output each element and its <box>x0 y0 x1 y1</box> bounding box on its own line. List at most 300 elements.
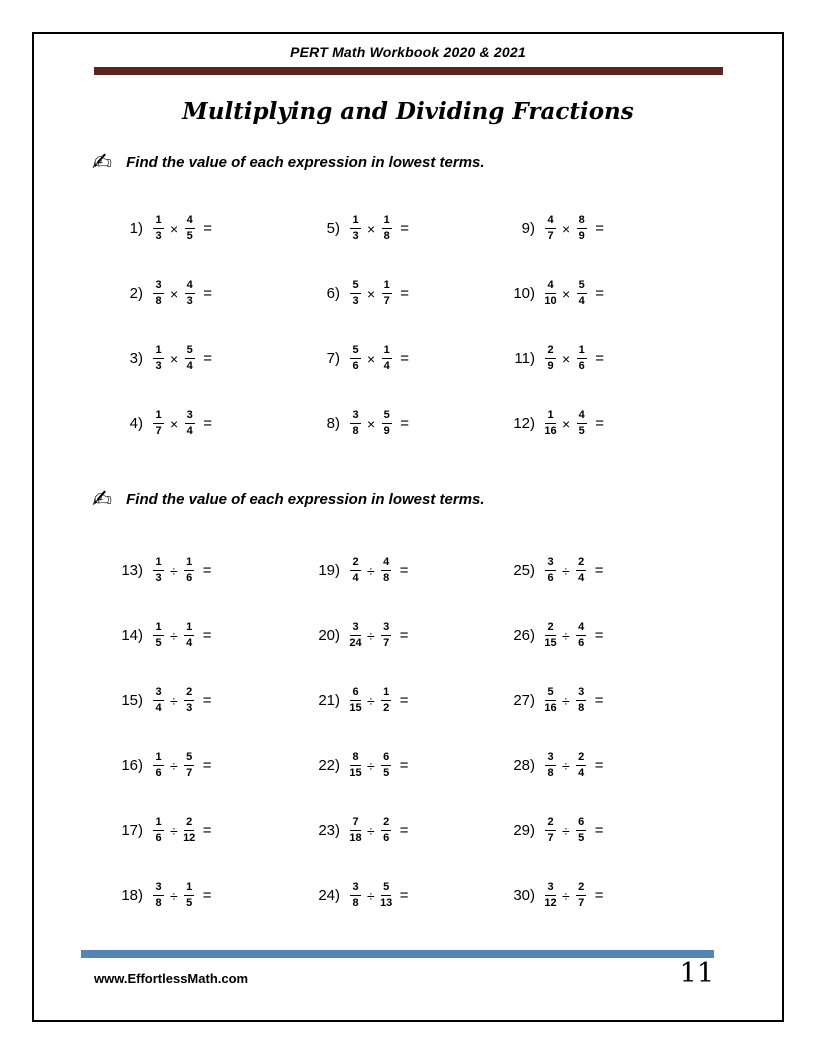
denominator: 8 <box>383 572 390 584</box>
denominator: 7 <box>383 295 390 307</box>
denominator: 2 <box>383 702 390 714</box>
numerator: 8 <box>577 214 587 229</box>
numerator: 3 <box>576 686 586 701</box>
denominator: 5 <box>578 832 585 844</box>
problem-number: 7) <box>326 350 340 367</box>
operator-sign: × <box>562 220 571 237</box>
second-fraction <box>380 409 393 437</box>
numerator: 3 <box>545 556 555 571</box>
operator-sign: × <box>170 220 179 237</box>
problem-1 <box>105 196 302 261</box>
denominator: 3 <box>352 295 359 307</box>
denominator: 6 <box>155 832 162 844</box>
problem-number: 5) <box>326 220 340 237</box>
denominator: 6 <box>186 572 193 584</box>
equals-sign: = <box>202 822 212 839</box>
problem-23 <box>302 798 497 863</box>
second-fraction <box>380 214 393 242</box>
denominator: 5 <box>383 767 390 779</box>
first-fraction <box>152 816 165 844</box>
first-fraction <box>544 816 557 844</box>
denominator: 6 <box>578 637 585 649</box>
denominator: 15 <box>349 702 362 714</box>
problem-number: 1) <box>129 220 143 237</box>
numerator: 5 <box>381 881 391 896</box>
footer-website: www.EffortlessMath.com <box>94 971 249 986</box>
problem-28 <box>497 733 776 798</box>
operator-sign: ÷ <box>562 562 570 579</box>
equals-sign: = <box>595 415 604 432</box>
denominator: 6 <box>352 360 359 372</box>
numerator: 3 <box>153 686 163 701</box>
multiplication-problems-grid <box>105 196 776 456</box>
numerator: 1 <box>382 279 392 294</box>
denominator: 13 <box>380 897 393 909</box>
second-fraction <box>380 556 393 584</box>
numerator: 1 <box>577 344 587 359</box>
operator-sign: ÷ <box>562 887 570 904</box>
problem-6 <box>302 261 497 326</box>
problem-number: 16) <box>121 757 143 774</box>
numerator: 1 <box>153 409 163 424</box>
problem-21 <box>302 668 497 733</box>
operator-sign: ÷ <box>367 757 375 774</box>
numerator: 4 <box>185 279 195 294</box>
numerator: 2 <box>576 751 586 766</box>
denominator: 4 <box>186 425 193 437</box>
second-fraction <box>183 214 196 242</box>
problem-17 <box>105 798 302 863</box>
operator-sign: ÷ <box>367 887 375 904</box>
problem-19 <box>302 538 497 603</box>
problem-number: 10) <box>513 285 535 302</box>
operator-sign: ÷ <box>562 757 570 774</box>
numerator: 1 <box>153 344 163 359</box>
first-fraction <box>544 751 557 779</box>
equals-sign: = <box>400 220 409 237</box>
operator-sign: ÷ <box>170 562 178 579</box>
workbook-header-title: PERT Math Workbook 2020 & 2021 <box>290 44 526 60</box>
problem-number: 25) <box>513 562 535 579</box>
second-fraction <box>183 279 196 307</box>
numerator: 3 <box>350 409 360 424</box>
first-fraction <box>152 279 165 307</box>
problem-number: 9) <box>521 220 535 237</box>
first-fraction <box>349 686 362 714</box>
second-fraction <box>183 621 196 649</box>
problem-number: 30) <box>513 887 535 904</box>
denominator: 8 <box>383 230 390 242</box>
denominator: 7 <box>155 425 162 437</box>
second-fraction <box>575 686 588 714</box>
numerator: 1 <box>153 621 163 636</box>
denominator: 12 <box>183 832 196 844</box>
first-fraction <box>152 214 165 242</box>
denominator: 7 <box>186 767 193 779</box>
operator-sign: ÷ <box>367 562 375 579</box>
equals-sign: = <box>595 220 604 237</box>
numerator: 5 <box>545 686 555 701</box>
operator-sign: ÷ <box>562 627 570 644</box>
denominator: 5 <box>186 897 193 909</box>
equals-sign: = <box>594 562 604 579</box>
instruction-text: Find the value of each expression in lowest terms. <box>126 490 485 508</box>
numerator: 8 <box>350 751 360 766</box>
denominator: 3 <box>186 702 193 714</box>
first-fraction <box>152 881 165 909</box>
denominator: 4 <box>578 572 585 584</box>
equals-sign: = <box>594 627 604 644</box>
numerator: 2 <box>545 621 555 636</box>
denominator: 9 <box>383 425 390 437</box>
operator-sign: ÷ <box>170 757 178 774</box>
problem-number: 13) <box>121 562 143 579</box>
denominator: 6 <box>578 360 585 372</box>
denominator: 4 <box>383 360 390 372</box>
numerator: 3 <box>153 881 163 896</box>
second-fraction <box>575 409 588 437</box>
writing-hand-icon: ✍ <box>92 485 113 513</box>
second-fraction <box>380 686 393 714</box>
operator-sign: ÷ <box>562 692 570 709</box>
first-fraction <box>349 751 362 779</box>
numerator: 1 <box>381 686 391 701</box>
second-fraction <box>380 344 393 372</box>
second-fraction <box>380 279 393 307</box>
first-fraction <box>349 881 362 909</box>
numerator: 3 <box>545 751 555 766</box>
equals-sign: = <box>399 562 409 579</box>
problem-number: 24) <box>318 887 340 904</box>
denominator: 4 <box>578 295 585 307</box>
first-fraction <box>349 279 362 307</box>
equals-sign: = <box>399 822 409 839</box>
operator-sign: × <box>170 415 179 432</box>
problem-number: 17) <box>121 822 143 839</box>
operator-sign: ÷ <box>367 692 375 709</box>
operator-sign: ÷ <box>170 627 178 644</box>
numerator: 2 <box>545 816 555 831</box>
first-fraction <box>544 344 557 372</box>
denominator: 3 <box>155 360 162 372</box>
denominator: 8 <box>352 897 359 909</box>
second-fraction <box>575 556 588 584</box>
second-fraction <box>575 881 588 909</box>
second-fraction <box>575 214 588 242</box>
numerator: 6 <box>350 686 360 701</box>
first-fraction <box>544 556 557 584</box>
problem-number: 6) <box>326 285 340 302</box>
numerator: 1 <box>153 751 163 766</box>
denominator: 16 <box>544 702 557 714</box>
numerator: 2 <box>576 881 586 896</box>
problem-30 <box>497 863 776 928</box>
numerator: 5 <box>577 279 587 294</box>
numerator: 1 <box>184 556 194 571</box>
problem-20 <box>302 603 497 668</box>
first-fraction <box>152 556 165 584</box>
denominator: 4 <box>155 702 162 714</box>
problem-number: 21) <box>318 692 340 709</box>
denominator: 7 <box>383 637 390 649</box>
equals-sign: = <box>400 285 409 302</box>
problem-25 <box>497 538 776 603</box>
operator-sign: × <box>170 350 179 367</box>
operator-sign: × <box>367 220 376 237</box>
numerator: 4 <box>577 409 587 424</box>
numerator: 2 <box>184 816 194 831</box>
numerator: 3 <box>545 881 555 896</box>
first-fraction <box>349 816 362 844</box>
numerator: 1 <box>184 881 194 896</box>
numerator: 5 <box>350 279 360 294</box>
equals-sign: = <box>400 415 409 432</box>
denominator: 3 <box>155 572 162 584</box>
second-fraction <box>183 686 196 714</box>
equals-sign: = <box>202 692 212 709</box>
problem-5 <box>302 196 497 261</box>
numerator: 2 <box>184 686 194 701</box>
operator-sign: × <box>562 285 571 302</box>
denominator: 6 <box>383 832 390 844</box>
numerator: 6 <box>381 751 391 766</box>
numerator: 3 <box>153 279 163 294</box>
page-number: 11 <box>679 958 714 989</box>
denominator: 9 <box>578 230 585 242</box>
numerator: 1 <box>382 344 392 359</box>
equals-sign: = <box>399 627 409 644</box>
problem-number: 8) <box>326 415 340 432</box>
problem-number: 19) <box>318 562 340 579</box>
second-fraction <box>183 344 196 372</box>
numerator: 1 <box>153 214 163 229</box>
operator-sign: ÷ <box>170 692 178 709</box>
problem-15 <box>105 668 302 733</box>
operator-sign: × <box>562 415 571 432</box>
first-fraction <box>152 621 165 649</box>
equals-sign: = <box>203 285 212 302</box>
second-fraction <box>183 409 196 437</box>
problem-number: 28) <box>513 757 535 774</box>
first-fraction <box>152 409 165 437</box>
numerator: 3 <box>381 621 391 636</box>
equals-sign: = <box>202 627 212 644</box>
first-fraction <box>349 556 362 584</box>
equals-sign: = <box>202 562 212 579</box>
equals-sign: = <box>594 692 604 709</box>
problem-number: 3) <box>129 350 143 367</box>
problem-number: 11) <box>514 350 535 367</box>
first-fraction <box>349 409 362 437</box>
denominator: 7 <box>547 230 554 242</box>
first-fraction <box>152 686 165 714</box>
denominator: 12 <box>544 897 557 909</box>
denominator: 16 <box>544 425 557 437</box>
operator-sign: × <box>367 350 376 367</box>
denominator: 3 <box>155 230 162 242</box>
equals-sign: = <box>202 757 212 774</box>
denominator: 8 <box>547 767 554 779</box>
denominator: 7 <box>578 897 585 909</box>
equals-sign: = <box>203 350 212 367</box>
instruction-text: Find the value of each expression in lowest terms. <box>126 153 485 171</box>
problem-7 <box>302 326 497 391</box>
second-fraction <box>380 621 393 649</box>
numerator: 1 <box>350 214 360 229</box>
problem-4 <box>105 391 302 456</box>
problem-number: 20) <box>318 627 340 644</box>
equals-sign: = <box>399 757 409 774</box>
numerator: 1 <box>153 816 163 831</box>
numerator: 3 <box>185 409 195 424</box>
equals-sign: = <box>400 350 409 367</box>
first-fraction <box>152 344 165 372</box>
numerator: 1 <box>545 409 555 424</box>
denominator: 5 <box>186 230 193 242</box>
numerator: 4 <box>545 214 555 229</box>
denominator: 4 <box>352 572 359 584</box>
first-fraction <box>544 214 557 242</box>
second-fraction <box>380 751 393 779</box>
numerator: 2 <box>381 816 391 831</box>
instruction-block-1 <box>92 150 485 174</box>
problem-number: 4) <box>129 415 143 432</box>
header-accent-bar <box>94 67 723 75</box>
numerator: 1 <box>184 621 194 636</box>
denominator: 3 <box>186 295 193 307</box>
first-fraction <box>152 751 165 779</box>
instruction-block-2 <box>92 487 485 511</box>
denominator: 7 <box>547 832 554 844</box>
writing-hand-icon: ✍ <box>92 148 113 176</box>
operator-sign: ÷ <box>367 822 375 839</box>
first-fraction <box>544 279 557 307</box>
numerator: 4 <box>185 214 195 229</box>
second-fraction <box>575 344 588 372</box>
denominator: 8 <box>578 702 585 714</box>
operator-sign: ÷ <box>170 887 178 904</box>
numerator: 2 <box>350 556 360 571</box>
problem-number: 27) <box>513 692 535 709</box>
first-fraction <box>544 686 557 714</box>
problem-13 <box>105 538 302 603</box>
equals-sign: = <box>594 822 604 839</box>
first-fraction <box>349 344 362 372</box>
division-problems-grid <box>105 538 776 928</box>
operator-sign: × <box>367 415 376 432</box>
problem-24 <box>302 863 497 928</box>
numerator: 5 <box>382 409 392 424</box>
first-fraction <box>349 214 362 242</box>
denominator: 15 <box>544 637 557 649</box>
equals-sign: = <box>202 887 212 904</box>
equals-sign: = <box>399 887 409 904</box>
problem-8 <box>302 391 497 456</box>
second-fraction <box>575 279 588 307</box>
second-fraction <box>183 881 196 909</box>
page-title: Multiplying and Dividing Fractions <box>182 98 634 125</box>
denominator: 4 <box>186 637 193 649</box>
denominator: 24 <box>349 637 362 649</box>
operator-sign: × <box>170 285 179 302</box>
first-fraction <box>544 881 557 909</box>
second-fraction <box>183 556 196 584</box>
problem-2 <box>105 261 302 326</box>
equals-sign: = <box>399 692 409 709</box>
denominator: 18 <box>349 832 362 844</box>
problem-number: 14) <box>121 627 143 644</box>
denominator: 15 <box>349 767 362 779</box>
problem-3 <box>105 326 302 391</box>
numerator: 5 <box>350 344 360 359</box>
denominator: 9 <box>547 360 554 372</box>
problem-number: 26) <box>513 627 535 644</box>
denominator: 4 <box>578 767 585 779</box>
problem-number: 2) <box>129 285 143 302</box>
equals-sign: = <box>594 757 604 774</box>
problem-12 <box>497 391 776 456</box>
problem-18 <box>105 863 302 928</box>
first-fraction <box>349 621 362 649</box>
numerator: 2 <box>545 344 555 359</box>
problem-27 <box>497 668 776 733</box>
problem-number: 18) <box>121 887 143 904</box>
denominator: 5 <box>155 637 162 649</box>
problem-number: 15) <box>121 692 143 709</box>
second-fraction <box>183 751 196 779</box>
numerator: 2 <box>576 556 586 571</box>
denominator: 10 <box>544 295 557 307</box>
problem-10 <box>497 261 776 326</box>
numerator: 1 <box>382 214 392 229</box>
problem-number: 23) <box>318 822 340 839</box>
problem-14 <box>105 603 302 668</box>
equals-sign: = <box>595 285 604 302</box>
denominator: 3 <box>352 230 359 242</box>
second-fraction <box>575 621 588 649</box>
numerator: 1 <box>153 556 163 571</box>
operator-sign: ÷ <box>170 822 178 839</box>
problem-number: 22) <box>318 757 340 774</box>
problem-9 <box>497 196 776 261</box>
problem-11 <box>497 326 776 391</box>
equals-sign: = <box>595 350 604 367</box>
problem-29 <box>497 798 776 863</box>
denominator: 8 <box>155 897 162 909</box>
numerator: 3 <box>350 621 360 636</box>
operator-sign: × <box>367 285 376 302</box>
equals-sign: = <box>203 415 212 432</box>
operator-sign: ÷ <box>367 627 375 644</box>
problem-26 <box>497 603 776 668</box>
second-fraction <box>575 816 588 844</box>
footer-accent-bar <box>81 950 714 958</box>
denominator: 6 <box>547 572 554 584</box>
problem-number: 29) <box>513 822 535 839</box>
first-fraction <box>544 409 557 437</box>
second-fraction <box>380 881 393 909</box>
equals-sign: = <box>594 887 604 904</box>
first-fraction <box>544 621 557 649</box>
denominator: 5 <box>578 425 585 437</box>
problem-16 <box>105 733 302 798</box>
problem-number: 12) <box>513 415 535 432</box>
numerator: 4 <box>576 621 586 636</box>
denominator: 8 <box>155 295 162 307</box>
numerator: 5 <box>185 344 195 359</box>
numerator: 3 <box>350 881 360 896</box>
numerator: 4 <box>381 556 391 571</box>
